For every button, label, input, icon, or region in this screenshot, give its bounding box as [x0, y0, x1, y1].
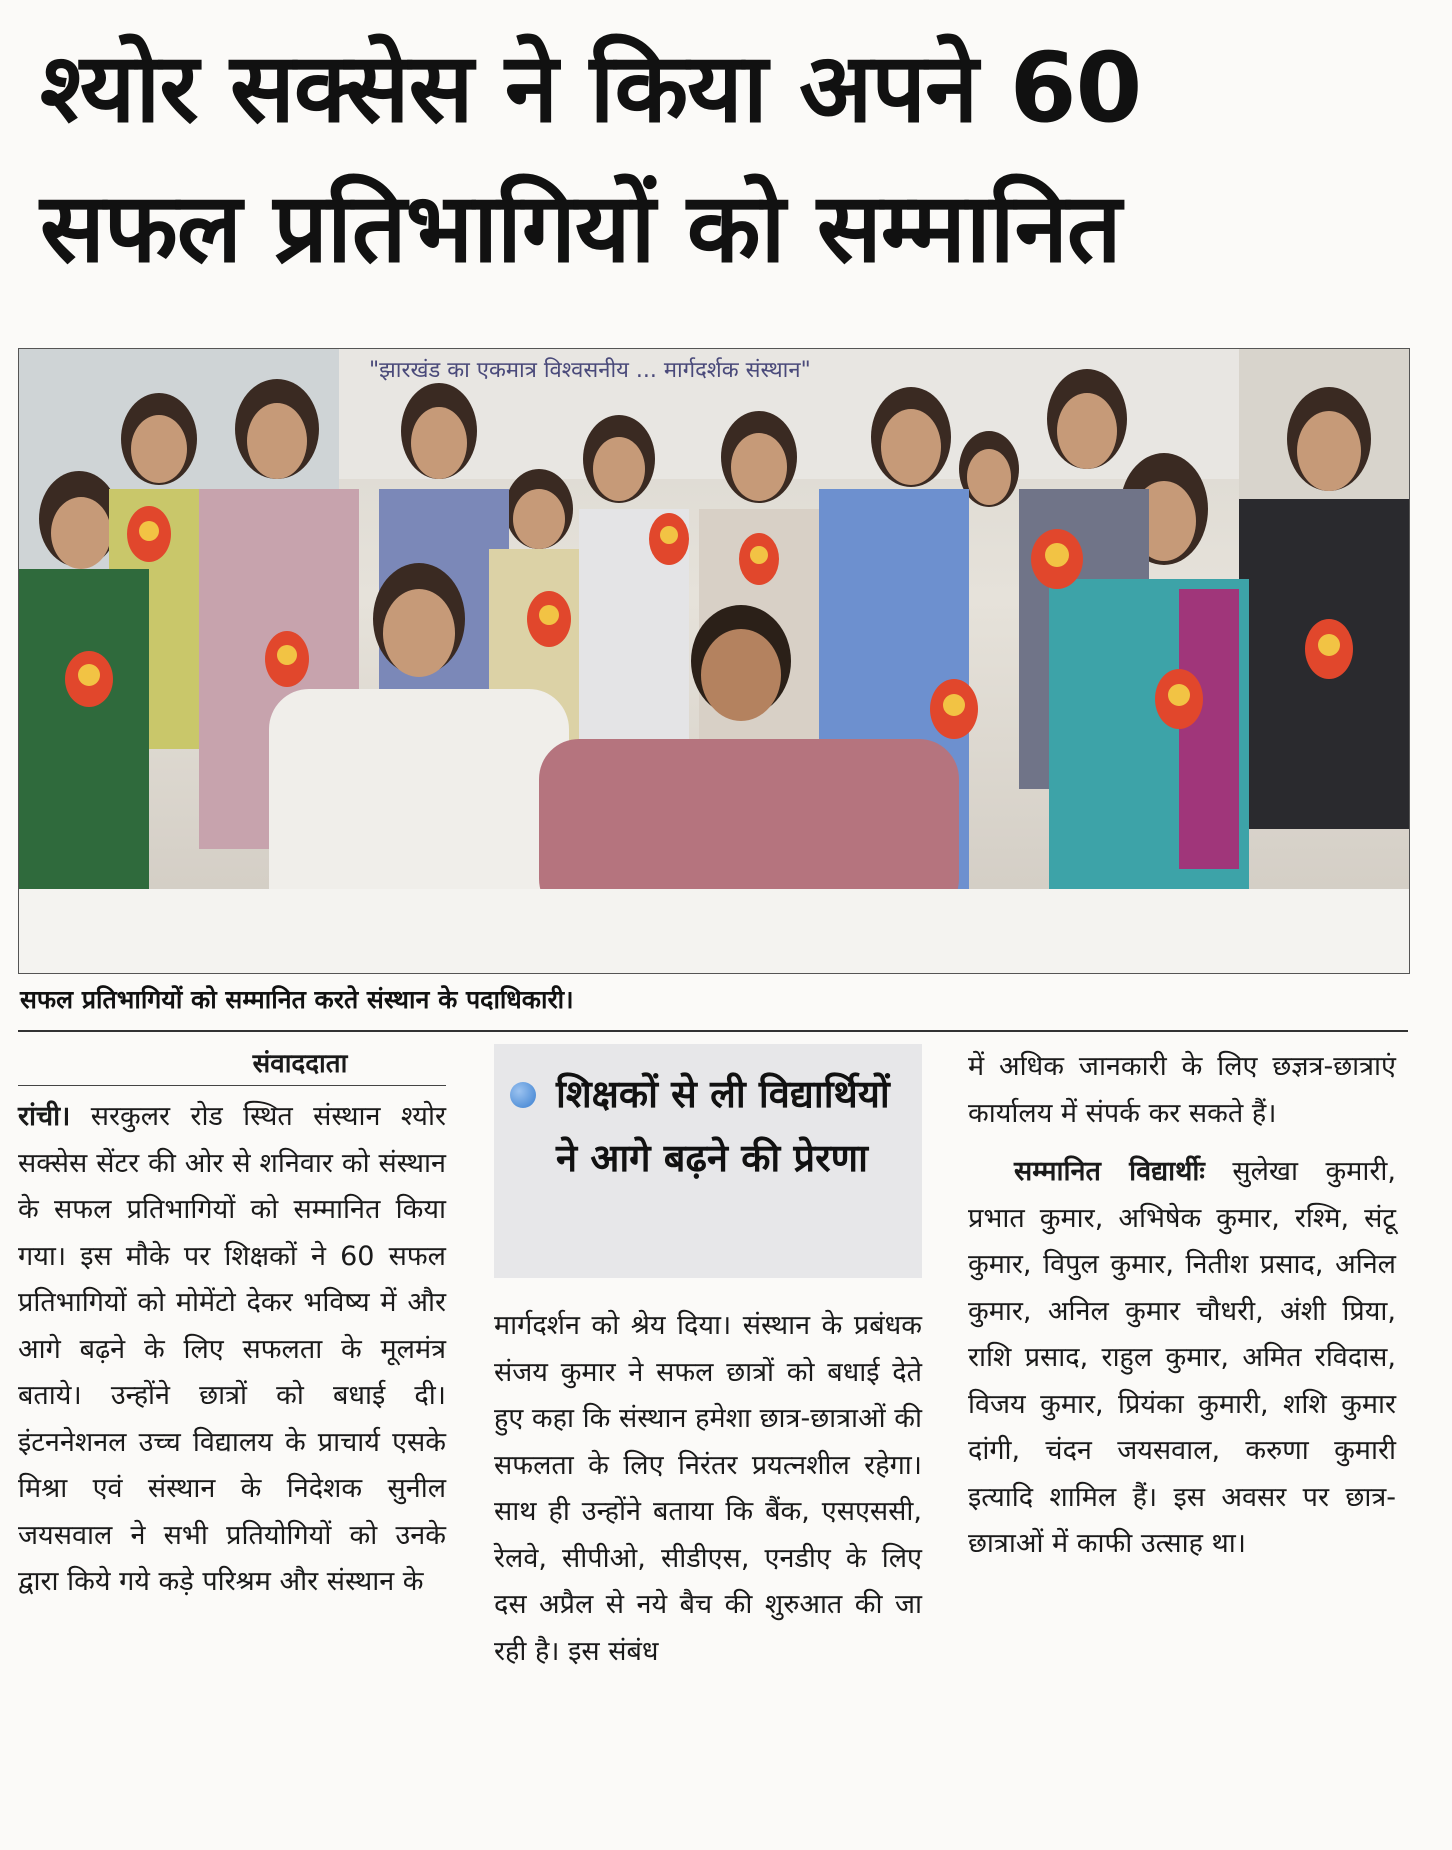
photo-caption: सफल प्रतिभागियों को सम्मानित करते संस्थान के पदाधिकारी। [20, 985, 574, 1014]
honored-students-label: सम्मानित विद्यार्थीः [1014, 1156, 1205, 1187]
news-photo [18, 348, 1410, 974]
article-column-1 [18, 1094, 446, 1606]
honored-students-list: सुलेखा कुमारी, प्रभात कुमार, अभिषेक कुमार, रश्मि, संटू कुमार, विपुल कुमार, नितीश प्रसाद, अनिल कुमार, अनिल कुमार चौधरी, अंशी प्रिया, राशि प्रसाद, राहुल कुमार, अमित रविदास, विजय कुमार, प्रियंका कुमारी, शशि कुमार दांगी, चंदन जयसवाल, करुणा कुमारी इत्यादि शामिल हैं। इस अवसर पर छात्र-छात्राओं में काफी उत्साह था। [968, 1156, 1396, 1559]
column-3-text: में अधिक जानकारी के लिए छज्ञत्र-छात्राएं कार्यालय में संपर्क कर सकते हैं। [968, 1051, 1396, 1129]
table-cloth [19, 889, 1409, 973]
byline: संवाददाता [252, 1049, 348, 1079]
article-column-3 [968, 1044, 1396, 1568]
subheading-box [494, 1044, 922, 1278]
column-1-text: सरकुलर रोड स्थित संस्थान श्योर सक्सेस सेंटर की ओर से शनिवार को संस्थान के सफल प्रतिभागियों को सम्मानित किया गया। इस मौके पर शिक्षकों ने 60 सफल प्रतिभागियों को मोमेंटो देकर भविष्य में और आगे बढ़ने के लिए सफलता के मूलमंत्र बताये। उन्होंने छात्रों को बधाई दी। इंटननेशनल उच्च विद्यालय के प्राचार्य एसके मिश्रा एवं संस्थान के निदेशक सुनील जयसवाल ने सभी प्रतियोगियों को उनके द्वारा किये गये कड़े परिश्रम और संस्थान के [18, 1101, 446, 1597]
subheading-text: शिक्षकों से ली विद्यार्थियों ने आगे बढ़ने की प्रेरणा [556, 1072, 890, 1180]
headline-line-2: सफल प्रतिभागियों को सम्मानित [40, 172, 1121, 284]
article-column-2: मार्गदर्शन को श्रेय दिया। संस्थान के प्रबंधक संजय कुमार ने सफल छात्रों को बधाई देते हुए कहा कि संस्थान हमेशा छात्र-छात्राओं की सफलता के लिए निरंतर प्रयत्नशील रहेगा। साथ ही उन्होंने बताया कि बैंक, एसएससी, रेलवे, सीपीओ, सीडीएस, एनडीए के लिए दस अप्रैल से नये बैच की शुरुआत की जा रही है। इस संबंध [494, 1310, 922, 1667]
honored-students [968, 1149, 1396, 1568]
byline-rule [18, 1085, 446, 1086]
dateline-place: रांची। [18, 1101, 71, 1132]
headline [40, 18, 1420, 298]
headline-line-1: श्योर सक्सेस ने किया अपने 60 [40, 32, 1142, 144]
caption-rule [18, 1030, 1408, 1032]
bullet-dot-icon [510, 1082, 536, 1108]
backdrop-banner-text: "झारखंड का एकमात्र विश्वसनीय ... मार्गदर्शक संस्थान" [369, 358, 811, 383]
